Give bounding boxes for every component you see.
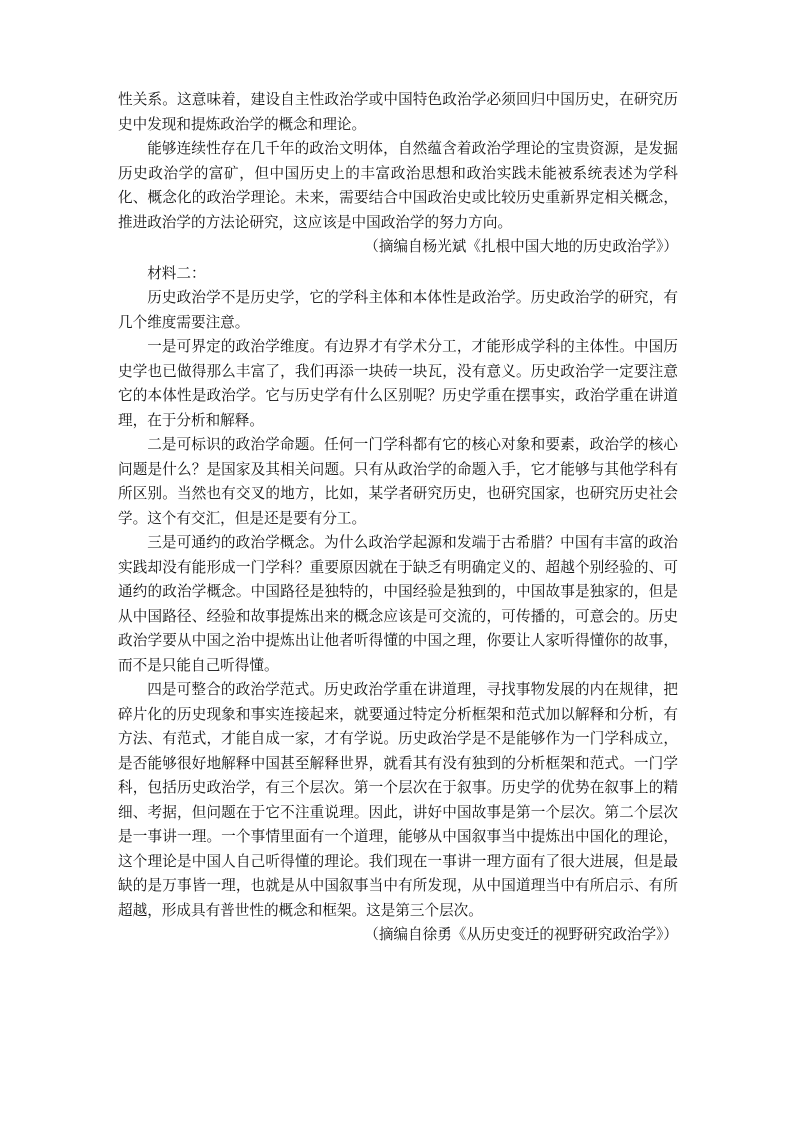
source-citation-1: （摘编自杨光斌《扎根中国大地的历史政治学》） bbox=[364, 238, 678, 255]
paragraph-point-three: 三是可通约的政治学概念。为什么政治学起源和发端于古希腊？中国有丰富的政治实践却没有能形成一门学科？重要原因就在于缺乏有明确定义的、超越个别经验的、可通约的政治学概念。中国路径是独特的，中国经验是独到的，中国故事是独家的，但是从中国路径、经验和故事提炼出来的概念应该是可交流的，可传播的，可意会的。历史政治学要从中国之治中提炼出让他者听得懂的中国之理，你要让人家听得懂你的故事，而不是只能自己听得懂。 bbox=[118, 534, 678, 674]
document-page bbox=[118, 88, 678, 948]
paragraph-point-two: 二是可标识的政治学命题。任何一门学科都有它的核心对象和要素，政治学的核心问题是什么？是国家及其相关问题。只有从政治学的命题入手，它才能够与其他学科有所区别。当然也有交叉的地方，比如，某学者研究历史，也研究国家，也研究历史社会学。这个有交汇，但是还是要有分工。 bbox=[118, 436, 678, 527]
paragraph-point-one: 一是可界定的政治学维度。有边界才有学术分工，才能形成学科的主体性。中国历史学也已做得那么丰富了，我们再添一块砖一块瓦，没有意义。历史政治学一定要注意它的本体性是政治学。它与历史学有什么区别呢？历史学重在摆事实，政治学重在讲道理，在于分析和解释。 bbox=[118, 338, 678, 429]
paragraph-continuation: 性关系。这意味着，建设自主性政治学或中国特色政治学必须回归中国历史，在研究历史中发现和提炼政治学的概念和理论。 bbox=[118, 91, 678, 133]
material-two-label: 材料二： bbox=[147, 264, 206, 282]
paragraph-civilization: 能够连续性存在几千年的政治文明体，自然蕴含着政治学理论的宝贵资源，是发掘历史政治学的富矿，但中国历史上的丰富政治思想和政治实践未能被系统表述为学科化、概念化的政治学理论。未来，需要结合中国政治史或比较历史重新界定相关概念，推进政治学的方法论研究，这应该是中国政治学的努力方向。 bbox=[118, 140, 678, 231]
paragraph-intro: 历史政治学不是历史学，它的学科主体和本体性是政治学。历史政治学的研究，有几个维度需要注意。 bbox=[118, 289, 678, 331]
source-citation-2: （摘编自徐勇《从历史变迁的视野研究政治学》） bbox=[364, 926, 678, 943]
paragraph-point-four: 四是可整合的政治学范式。历史政治学重在讲道理，寻找事物发展的内在规律，把碎片化的历史现象和事实连接起来，就要通过特定分析框架和范式加以解释和分析，有方法、有范式，才能自成一家，才有学说。历史政治学是不是能够作为一门学科成立，是否能够很好地解释中国甚至解释世界，就看其有没有独到的分析框架和范式。一门学科，包括历史政治学，有三个层次。第一个层次在于叙事。历史学的优势在叙事上的精细、考据，但问题在于它不注重说理。因此，讲好中国故事是第一个层次。第二个层次是一事讲一理。一个事情里面有一个道理，能够从中国叙事当中提炼出中国化的理论，这个理论是中国人自己听得懂的理论。我们现在一事讲一理方面有了很大进展，但是最缺的是万事皆一理，也就是从中国叙事当中有所发现，从中国道理当中有所启示、有所超越，形成具有普世性的概念和框架。这是第三个层次。 bbox=[118, 681, 678, 919]
